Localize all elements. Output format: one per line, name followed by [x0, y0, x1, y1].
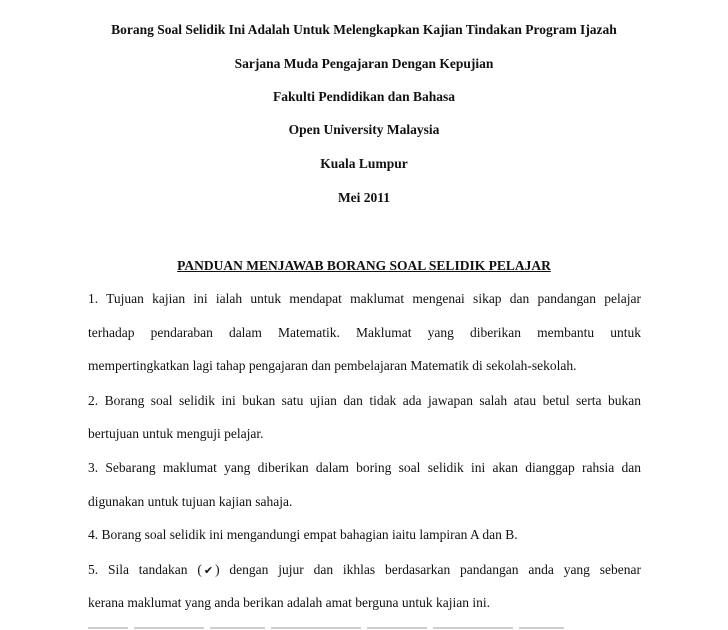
item3-line2: digunakan untuk tujuan kajian sahaja.	[88, 494, 293, 509]
section-title: PANDUAN MENJAWAB BORANG SOAL SELIDIK PELAJAR	[177, 258, 551, 273]
cropped-next-line	[88, 624, 641, 630]
header-date-line: Mei 2011	[337, 190, 391, 205]
header-title-line: Borang Soal Selidik Ini Adalah Untuk Melengkapkan Kajian Tindakan Program Ijazah	[111, 22, 617, 37]
item5-line1-before: 5. Sila tandakan (	[88, 562, 202, 577]
item1-line1: 1. Tujuan kajian ini ialah untuk mendapat maklumat mengenai sikap dan pandangan pelajar	[88, 291, 641, 306]
header-program-line: Sarjana Muda Pengajaran Dengan Kepujian	[234, 56, 494, 71]
item2-line2: bertujuan untuk menguji pelajar.	[88, 426, 264, 441]
item5-line1-after: ) dengan jujur dan ikhlas berdasarkan pandangan anda yang sebenar	[215, 562, 641, 577]
item1-line2: terhadap pendaraban dalam Matematik. Maklumat yang diberikan membantu untuk	[88, 325, 641, 340]
checkmark-icon: ✔	[203, 564, 214, 577]
item1-line3: mempertingkatkan lagi tahap pengajaran dan pembelajaran Matematik di sekolah-sekolah.	[88, 358, 577, 373]
header-faculty-line: Fakulti Pendidikan dan Bahasa	[273, 89, 455, 104]
header-university-line: Open University Malaysia	[288, 122, 440, 137]
header-city-line: Kuala Lumpur	[320, 156, 408, 171]
item5-line1	[88, 562, 641, 578]
item2-line1: 2. Borang soal selidik ini bukan satu ujian dan tidak ada jawapan salah atau betul serta bukan	[88, 393, 641, 408]
item5-line2: kerana maklumat yang anda berikan adalah amat berguna untuk kajian ini.	[88, 595, 490, 610]
item3-line1: 3. Sebarang maklumat yang diberikan dalam boring soal selidik ini akan dianggap rahsia dan	[88, 460, 641, 475]
item4-line1: 4. Borang soal selidik ini mengandungi empat bahagian iaitu lampiran A dan B.	[88, 527, 518, 542]
